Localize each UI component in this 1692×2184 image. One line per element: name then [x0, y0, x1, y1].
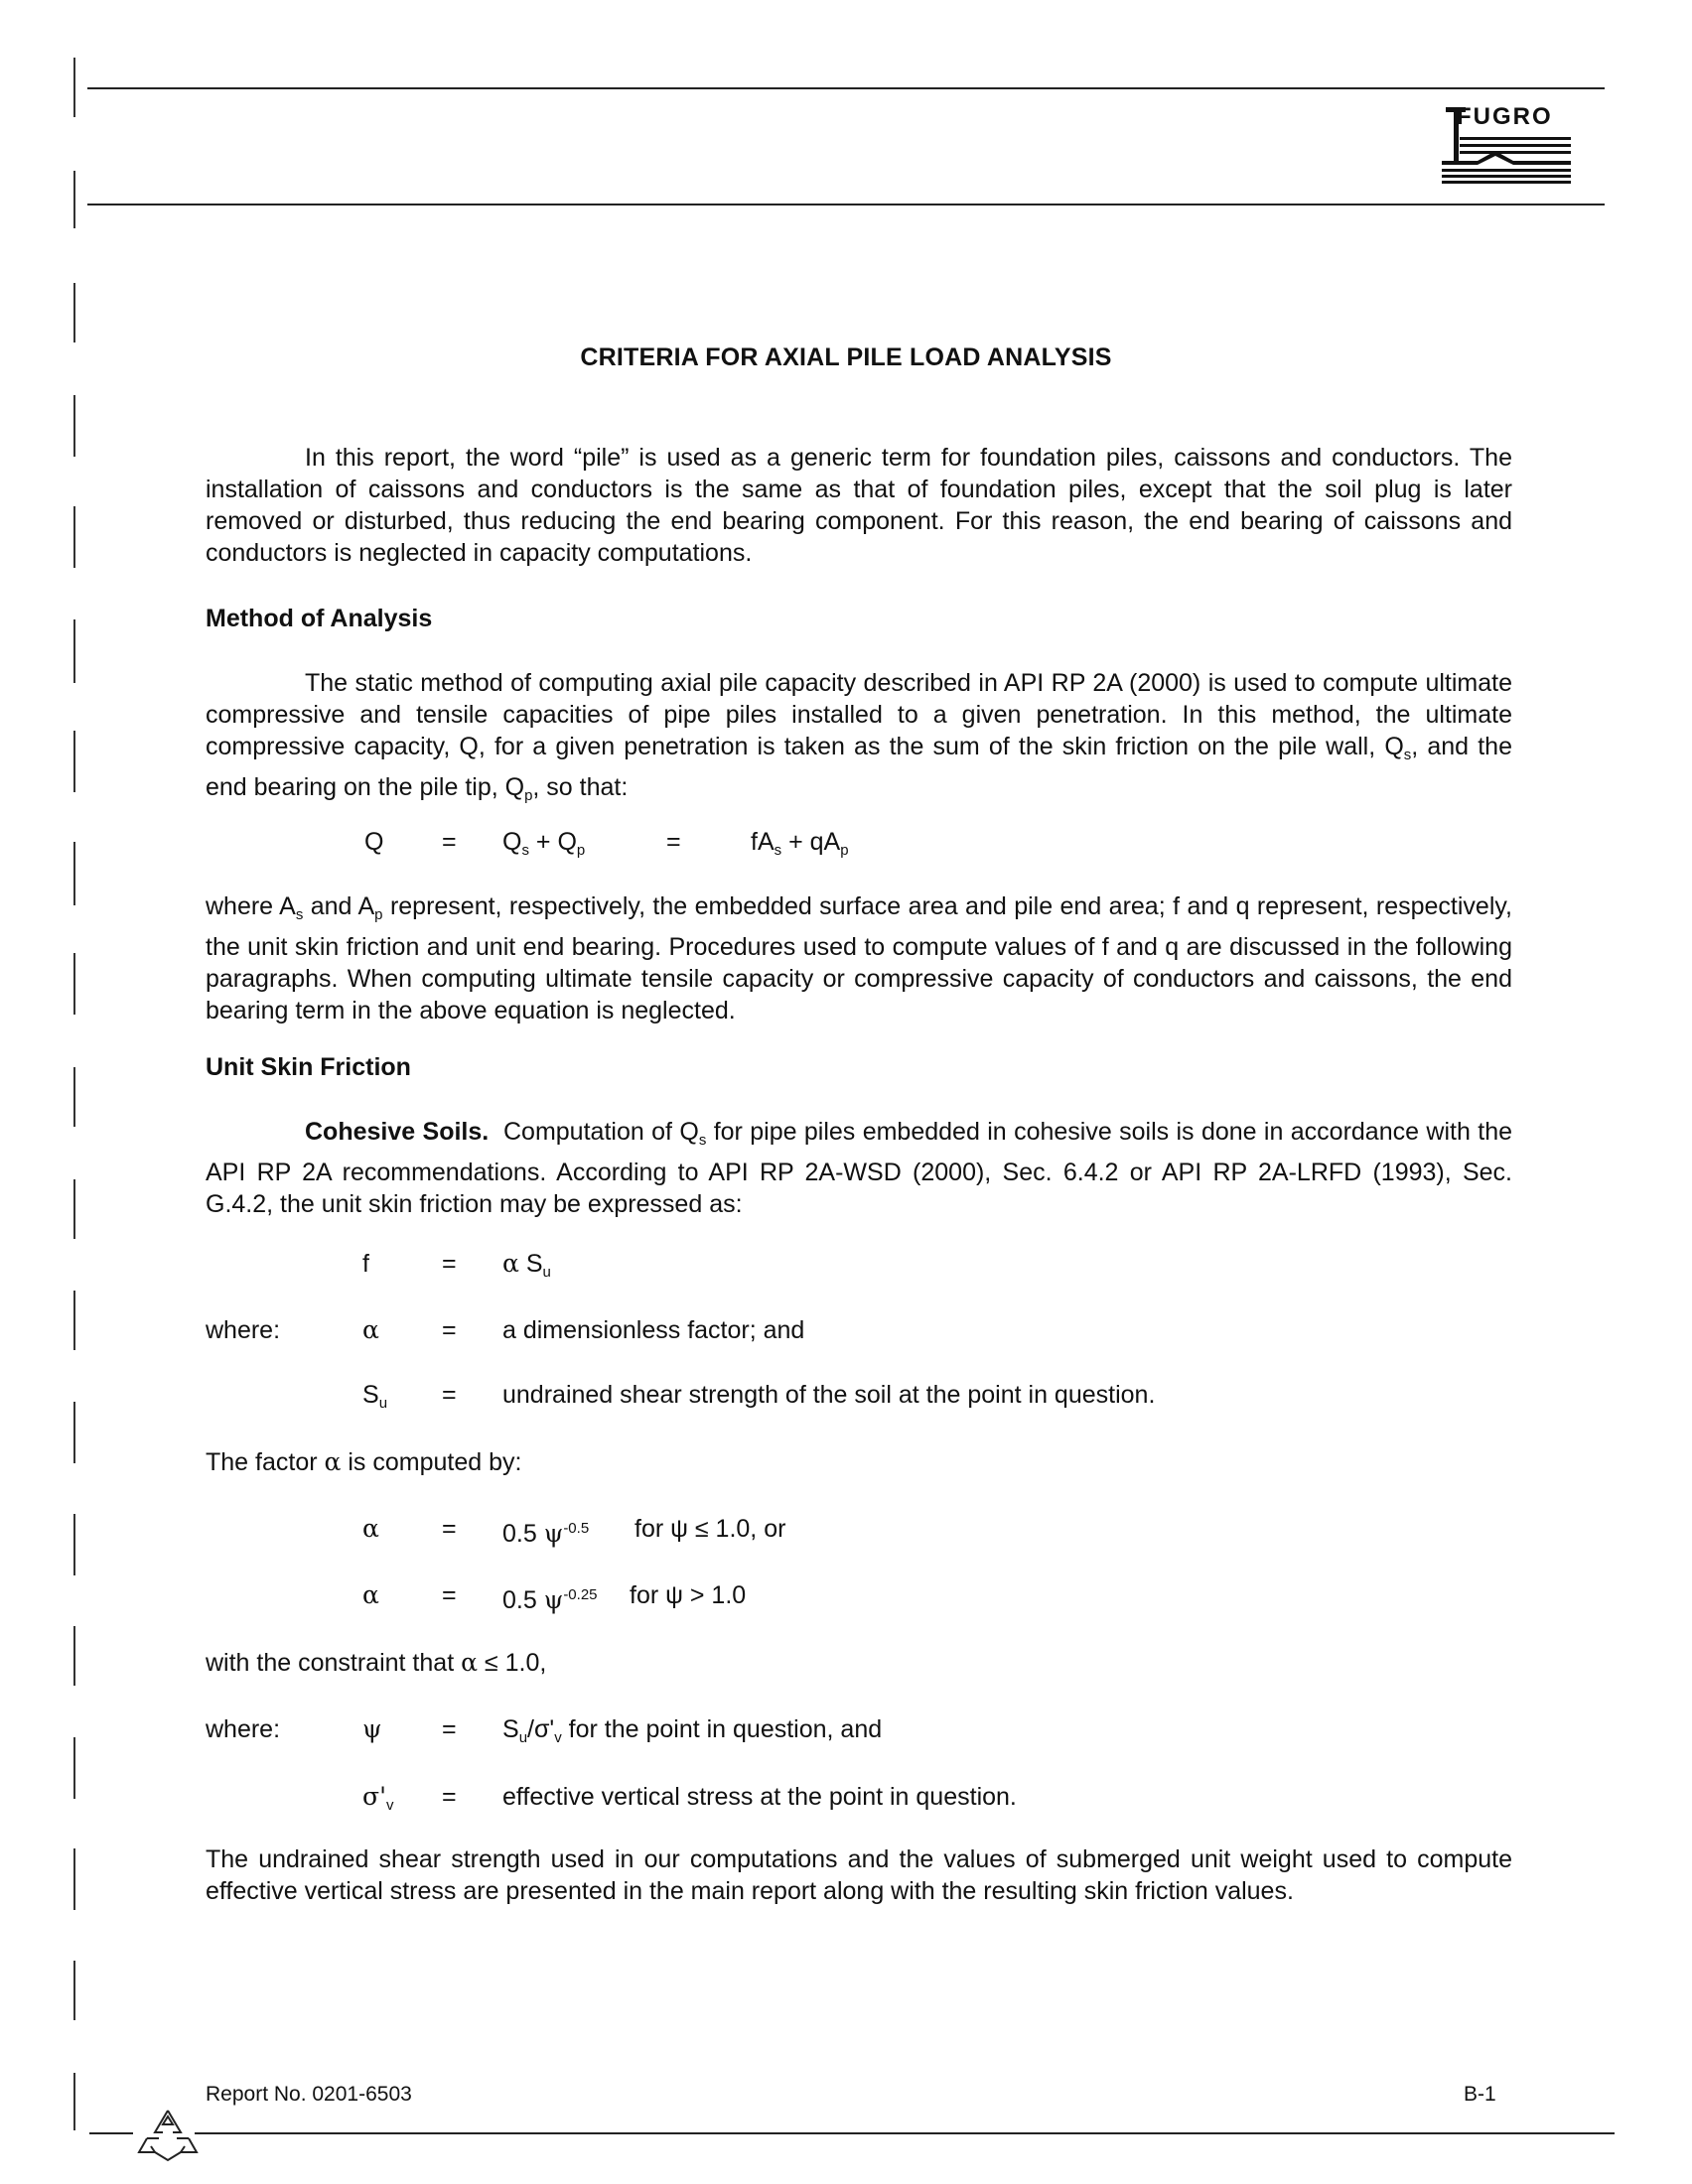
- equals-sign: =: [442, 1715, 457, 1743]
- skin-friction-equation-rhs: α $S_u$: [502, 1249, 551, 1281]
- equals-sign: =: [442, 1581, 457, 1609]
- alpha-condition-2: for ψ > 1.0: [630, 1581, 747, 1609]
- margin-mark: [73, 171, 75, 228]
- margin-mark: [73, 283, 75, 342]
- margin-mark: [73, 1626, 75, 1686]
- final-paragraph: The undrained shear strength used in our computations and the values of submerged unit weight used to compute effective vertical stress are presented in the main report along with the resulting skin friction values.: [206, 1845, 1512, 1905]
- recycle-icon: [133, 2105, 203, 2164]
- su-definition: undrained shear strength of the soil at the point in question.: [502, 1381, 1156, 1409]
- heading-method-of-analysis: Method of Analysis: [206, 605, 433, 632]
- factor-text: The factor α is computed by:: [206, 1447, 522, 1476]
- qs-plus-qp: $Q_s + Q_p$: [502, 828, 586, 859]
- margin-mark: [73, 1402, 75, 1463]
- psi-definition: $S_u/\sigma'_v$ for the point in question, and: [502, 1715, 883, 1746]
- sigma-symbol: $\sigma'_v$: [362, 1782, 394, 1814]
- margin-mark: [73, 1179, 75, 1239]
- margin-mark: [73, 842, 75, 905]
- header-rule-top: [87, 87, 1605, 89]
- equals-sign: =: [442, 828, 457, 856]
- equals-sign: =: [442, 1316, 457, 1344]
- page-title: CRITERIA FOR AXIAL PILE LOAD ANALYSIS: [580, 343, 1112, 371]
- margin-mark: [73, 731, 75, 792]
- page-number: B-1: [1464, 2083, 1496, 2106]
- margin-mark: [73, 395, 75, 457]
- margin-mark: [73, 1737, 75, 1799]
- constraint-text: with the constraint that α ≤ 1.0,: [206, 1648, 547, 1677]
- fas-plus-qap: $fA_s + qA_p$: [751, 828, 849, 859]
- method-paragraph: The static method of computing axial pile capacity described in API RP 2A (2000) is used to compute ultimate compressive and tensile capacities of pipe piles installed to a given penetration. In this method, the ultimate compressive capacity, Q, for a given penetration is taken as the sum of the skin friction on the pile wall, $Q_s$, and the end bearing on the pile tip, $Q_p$, so that:: [206, 669, 1512, 804]
- where-label: where:: [206, 1715, 281, 1743]
- footer-rule-left: [89, 2132, 133, 2134]
- margin-mark: [73, 1067, 75, 1127]
- alpha-equation-1: 0.5 $\psi^{-0.5}$: [502, 1519, 590, 1548]
- psi-symbol: ψ: [362, 1714, 382, 1743]
- su-symbol: $S_u$: [362, 1381, 388, 1412]
- equals-sign: =: [442, 1515, 457, 1543]
- logo-text: FUGRO: [1457, 103, 1553, 130]
- equals-sign: =: [442, 1250, 457, 1278]
- equals-sign: =: [666, 828, 681, 856]
- alpha-equation-2: 0.5 $\psi^{-0.25}$: [502, 1585, 598, 1614]
- intro-paragraph: In this report, the word “pile” is used as a generic term for foundation piles, caissons and conductors. The installation of caissons and conductors is the same as that of foundation piles, except that the soil plug is later removed or disturbed, thus reducing the end bearing component. For this reason, the end bearing of caissons and conductors is neglected in capacity computations.: [206, 444, 1512, 567]
- margin-mark: [73, 58, 75, 117]
- header-rule-bottom: [87, 204, 1605, 205]
- equals-sign: =: [442, 1783, 457, 1811]
- margin-mark: [73, 1848, 75, 1910]
- cohesive-paragraph: Cohesive Soils. Computation of $Q_s$ for pipe piles embedded in cohesive soils is done in accordance with the API RP 2A recommendations. According to API RP 2A-WSD (2000), Sec. 6.4.2 or API RP 2A-LRFD (1993), Sec. G.4.2, the unit skin friction may be expressed as:: [206, 1118, 1512, 1218]
- sigma-definition: effective vertical stress at the point in question.: [502, 1783, 1017, 1811]
- footer-rule: [195, 2132, 1615, 2134]
- capacity-equation: Q: [364, 828, 384, 856]
- equals-sign: =: [442, 1381, 457, 1409]
- skin-friction-equation-lhs: f: [362, 1250, 369, 1278]
- margin-mark: [73, 1961, 75, 2020]
- alpha-symbol: α: [362, 1514, 379, 1543]
- report-number: Report No. 0201-6503: [206, 2083, 412, 2106]
- margin-mark: [73, 1514, 75, 1575]
- alpha-definition: a dimensionless factor; and: [502, 1316, 805, 1344]
- margin-mark: [73, 506, 75, 568]
- alpha-symbol: α: [362, 1315, 379, 1344]
- margin-mark: [73, 953, 75, 1015]
- margin-mark: [73, 1291, 75, 1350]
- where-label: where:: [206, 1316, 281, 1344]
- alpha-symbol: α: [362, 1580, 379, 1609]
- heading-unit-skin-friction: Unit Skin Friction: [206, 1053, 411, 1081]
- margin-mark: [73, 619, 75, 683]
- margin-mark: [73, 2073, 75, 2130]
- method-paragraph-2: where $A_s$ and $A_p$ represent, respectively, the embedded surface area and pile end area; f and q represent, respectively, the unit skin friction and unit end bearing. Procedures used to compute values of f and q are discussed in the following paragraphs. When computing ultimate tensile capacity or compressive capacity of conductors and caissons, the end bearing term in the above equation is neglected.: [206, 892, 1512, 1024]
- alpha-condition-1: for ψ ≤ 1.0, or: [634, 1515, 786, 1543]
